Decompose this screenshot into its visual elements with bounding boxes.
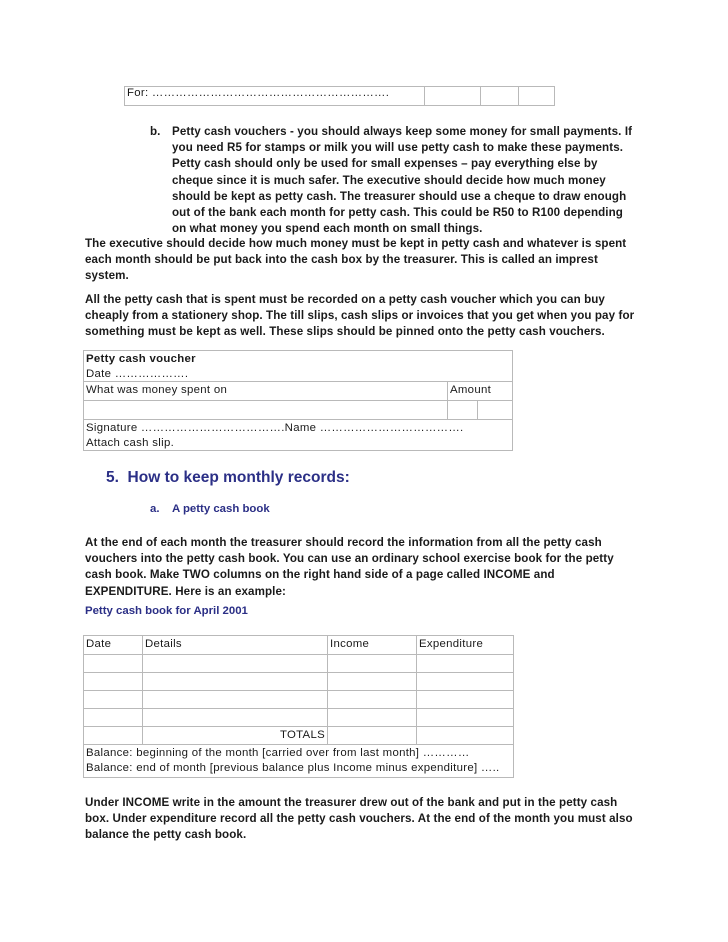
paragraph-cash-book-intro: At the end of each month the treasurer should record the information from all the petty cash vouchers into the petty cash book. You can use an ordinary school exercise book for the petty cash book. Make TWO columns on the right hand side of a page called INCOME and EXPENDITURE. Here is an example: <box>85 536 614 598</box>
spent-on-cell <box>84 401 448 420</box>
for-row-table <box>124 86 555 106</box>
totals-row <box>84 727 514 745</box>
amount-rand-cell <box>448 401 478 420</box>
balance-begin-line: Balance: beginning of the month [carried over from last month] ………… <box>86 747 470 759</box>
paragraph-voucher-intro: All the petty cash that is spent must be recorded on a petty cash voucher which you can buy cheaply from a stationery shop. The till slips, cash slips or invoices that you get when you pay for something must be kept as well. These slips should be pinned onto the petty cash vouchers. <box>85 293 635 339</box>
header-income: Income <box>328 636 417 655</box>
paragraph-imprest: The executive should decide how much money must be kept in petty cash and whatever is spent each month should be put back into the cash box by the treasurer. This is called an imprest system. <box>85 237 627 283</box>
table-row <box>84 709 514 727</box>
balance-cell <box>84 745 514 778</box>
voucher-attach-line: Attach cash slip. <box>86 436 175 449</box>
totals-expenditure <box>417 727 514 745</box>
section-heading-5: 5. How to keep monthly records: <box>106 469 350 486</box>
totals-income <box>328 727 417 745</box>
subsection-heading-a: A petty cash book <box>172 503 270 515</box>
petty-cash-book-table <box>83 635 514 778</box>
for-amount-cell-1 <box>425 87 481 106</box>
header-date: Date <box>84 636 143 655</box>
subsection-a <box>150 503 270 515</box>
amount-header: Amount <box>448 382 513 401</box>
voucher-signature-cell <box>84 420 513 451</box>
table-row <box>84 673 514 691</box>
list-item-b-text: Petty cash vouchers - you should always keep some money for small payments. If you need R5 for stamps or milk you will use petty cash to make these payments. Petty cash should only be used for small expenses – pay everything else by cheque since it is much safer. The executive should decide how much money should be kept as petty cash. The treasurer should use a cheque to draw enough out of the bank each month for petty cash. This could be R50 to R100 depending on what money you spend each month on small things. <box>172 125 633 236</box>
for-amount-cell-2 <box>481 87 519 106</box>
voucher-title: Petty cash voucher <box>86 353 196 365</box>
for-amount-cell-3 <box>519 87 555 106</box>
balance-end-line: Balance: end of month [previous balance plus Income minus expenditure] ….. <box>86 762 500 774</box>
list-item-b <box>150 124 650 237</box>
spent-on-header: What was money spent on <box>84 382 448 401</box>
amount-cents-cell <box>478 401 513 420</box>
petty-cash-voucher-table <box>83 350 513 451</box>
paragraph-closing: Under INCOME write in the amount the treasurer drew out of the bank and put in the petty cash box. Under expenditure record all the petty cash vouchers. At the end of the month you must also balance the petty cash book. <box>85 796 633 842</box>
table-row <box>84 691 514 709</box>
table-row <box>84 655 514 673</box>
list-marker-b: b. <box>150 125 161 138</box>
subsection-marker-a: a. <box>150 503 160 515</box>
voucher-signature-line: Signature ……………………………….Name ………………………………. <box>86 422 464 434</box>
header-expenditure: Expenditure <box>417 636 514 655</box>
voucher-header-cell <box>84 351 513 382</box>
cash-book-caption: Petty cash book for April 2001 <box>85 605 248 617</box>
header-details: Details <box>143 636 328 655</box>
for-label: For: ……………………………………………………. <box>125 87 425 106</box>
voucher-date-line: Date ………………. <box>86 367 189 380</box>
totals-label: TOTALS <box>143 727 328 745</box>
